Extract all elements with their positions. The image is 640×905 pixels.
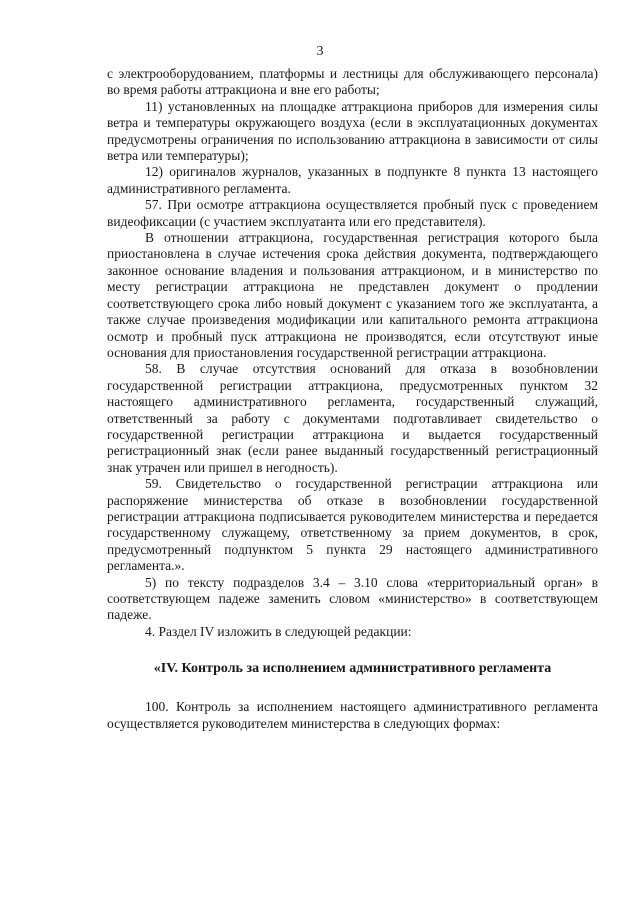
document-body [107, 66, 598, 732]
paragraph-57: 57. При осмотре аттракциона осуществляется пробный пуск с проведением видеофиксации (с участием эксплуатанта или его представителя). [107, 197, 598, 229]
paragraph-item-12: 12) оригиналов журналов, указанных в подпункте 8 пункта 13 настоящего административного регламента. [107, 164, 598, 196]
section-heading: «IV. Контроль за исполнением административного регламента [153, 661, 552, 677]
page-number: 3 [316, 44, 324, 59]
paragraph-100: 100. Контроль за исполнением настоящего административного регламента осуществляется руководителем министерства в следующих формах: [107, 699, 598, 731]
paragraph-continuation: с электрооборудованием, платформы и лестницы для обслуживающего персонала) во время работы аттракциона и вне его работы; [107, 66, 598, 98]
paragraph-59: 59. Свидетельство о государственной регистрации аттракциона или распоряжение министерства об отказе в возобновлении государственной регистрации аттракциона подписывается руководителем министерства и передается государственному служащему, ответственному за прием документов, в срок, предусмотренный подпунктом 5 пункта 29 настоящего административного регламента.». [107, 476, 598, 574]
paragraph-item-5: 5) по тексту подразделов 3.4 – 3.10 слова «территориальный орган» в соответствующем падеже заменить словом «министерство» в соответствующем падеже. [107, 574, 598, 623]
paragraph-58: 58. В случае отсутствия оснований для отказа в возобновлении государственной регистрации аттракциона, предусмотренных пунктом 32 настоящего административного регламента, государственный служащий, ответственный за работу с документами подготавливает свидетельство о государственной регистрации аттракциона и выдается государственный регистрационный знак (если ранее выданный государственный регистрационный знак утрачен или пришел в негодность). [107, 361, 598, 475]
paragraph-item-11: 11) установленных на площадке аттракциона приборов для измерения силы ветра и температуры окружающего воздуха (если в эксплуатационных документах предусмотрены ограничения по использованию аттракциона в зависимости от силы ветра или температуры); [107, 98, 598, 164]
paragraph-section-4: 4. Раздел IV изложить в следующей редакции: [145, 623, 412, 639]
paragraph-suspension: В отношении аттракциона, государственная регистрация которого была приостановлена в случае истечения срока действия документа, подтверждающего законное основание владения и пользования аттракционом, и в министерство по месту регистрации аттракциона не представлен документ о продлении соответствующего срока либо новый документ с указанием того же эксплуатанта, а также случае произведения модификации или капитального ремонта аттракциона осмотр и пробный пуск аттракциона не производятся, если отсутствуют иные основания для приостановления государственной регистрации аттракциона. [107, 230, 598, 360]
